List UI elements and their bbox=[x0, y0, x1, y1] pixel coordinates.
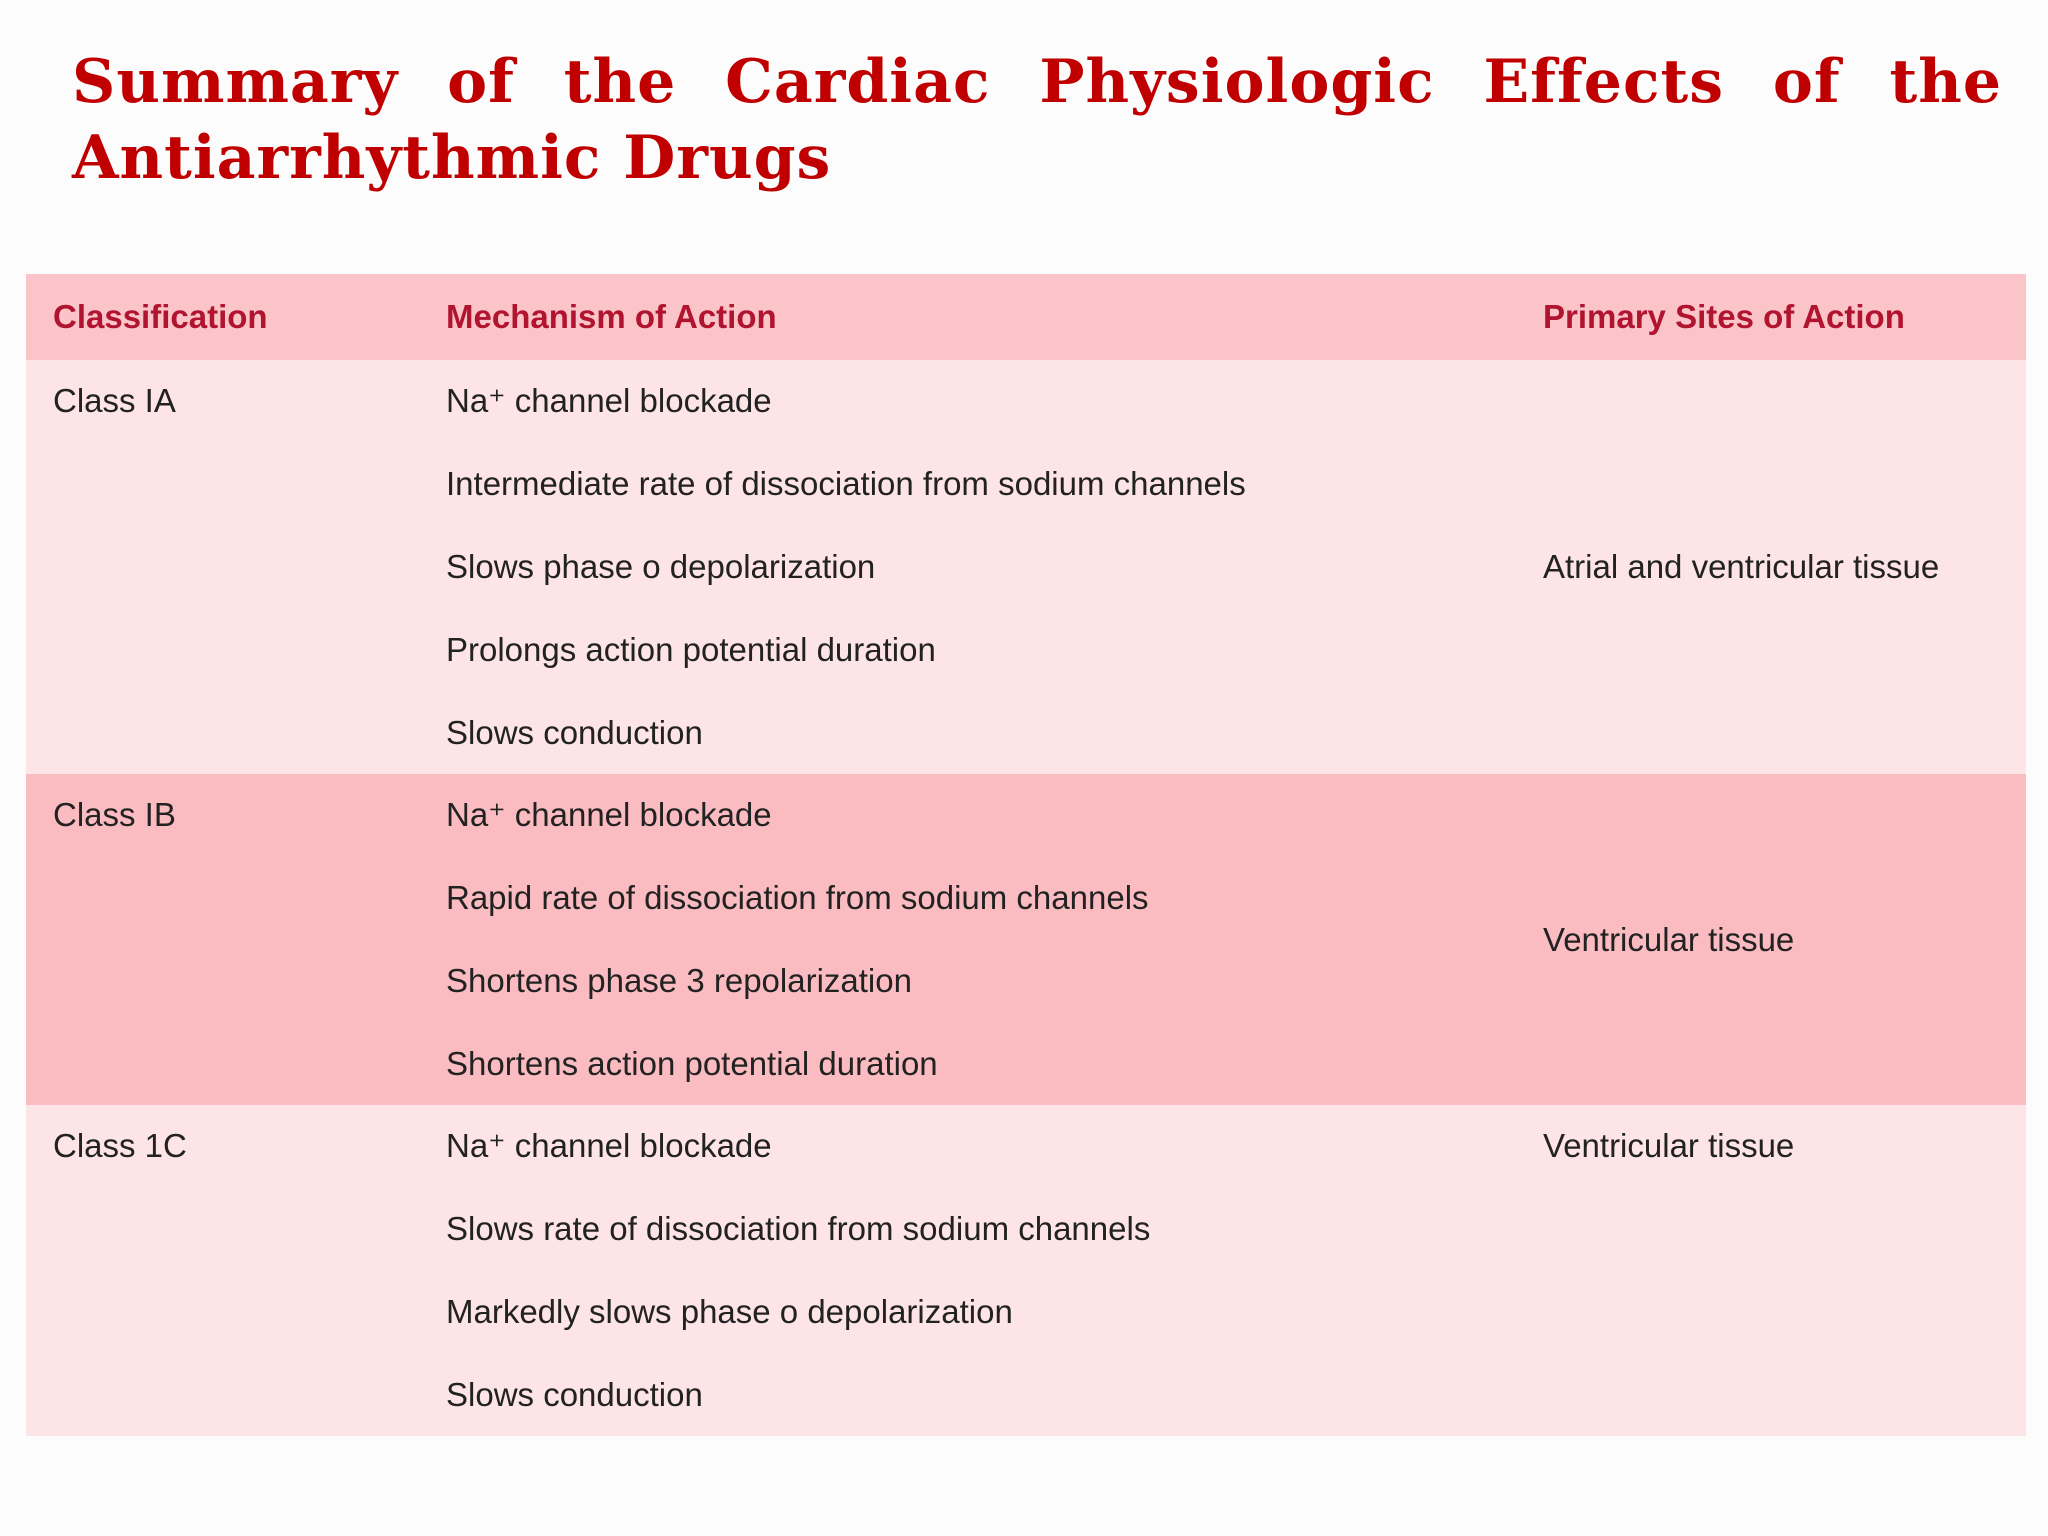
table-header-row bbox=[26, 274, 2026, 360]
mechanism-cell bbox=[446, 774, 1543, 1105]
mechanism-item: Slows conduction bbox=[446, 714, 703, 751]
table-row-class-ia bbox=[26, 360, 2026, 774]
mechanism-item: Na⁺ channel blockade bbox=[446, 382, 772, 419]
mechanism-cell bbox=[446, 360, 1543, 774]
mechanism-item: Na⁺ channel blockade bbox=[446, 796, 772, 833]
header-mechanism: Mechanism of Action bbox=[446, 298, 777, 335]
mechanism-item: Slows rate of dissociation from sodium channels bbox=[446, 1210, 1151, 1247]
header-sites: Primary Sites of Action bbox=[1543, 298, 1905, 335]
drug-effects-table bbox=[26, 274, 2026, 1436]
mechanism-item: Intermediate rate of dissociation from sodium channels bbox=[446, 465, 1246, 502]
mechanism-item: Slows conduction bbox=[446, 1376, 703, 1413]
slide-title: Summary of the Cardiac Physiologic Effects of the Antiarrhythmic Drugs bbox=[72, 47, 2002, 193]
header-classification: Classification bbox=[53, 298, 268, 335]
mechanism-item: Markedly slows phase o depolarization bbox=[446, 1293, 1013, 1330]
site-text: Ventricular tissue bbox=[1543, 1127, 1795, 1164]
mechanism-item: Slows phase o depolarization bbox=[446, 548, 876, 585]
table-row-class-1c bbox=[26, 1105, 2026, 1436]
site-cell bbox=[1543, 774, 2026, 1105]
mechanism-item: Na⁺ channel blockade bbox=[446, 1127, 772, 1164]
mechanism-item: Shortens action potential duration bbox=[446, 1045, 938, 1082]
classification-cell: Class 1C bbox=[53, 1127, 187, 1164]
mechanism-cell bbox=[446, 1105, 1543, 1436]
mechanism-item: Prolongs action potential duration bbox=[446, 631, 936, 668]
site-text: Atrial and ventricular tissue bbox=[1543, 548, 1940, 585]
mechanism-item: Shortens phase 3 repolarization bbox=[446, 962, 912, 999]
table-row-class-ib bbox=[26, 774, 2026, 1105]
classification-cell: Class IB bbox=[53, 796, 176, 833]
site-cell bbox=[1543, 360, 2026, 774]
classification-cell: Class IA bbox=[53, 382, 176, 419]
site-cell bbox=[1543, 1105, 2026, 1436]
mechanism-item: Rapid rate of dissociation from sodium channels bbox=[446, 879, 1149, 916]
site-text: Ventricular tissue bbox=[1543, 920, 1795, 958]
